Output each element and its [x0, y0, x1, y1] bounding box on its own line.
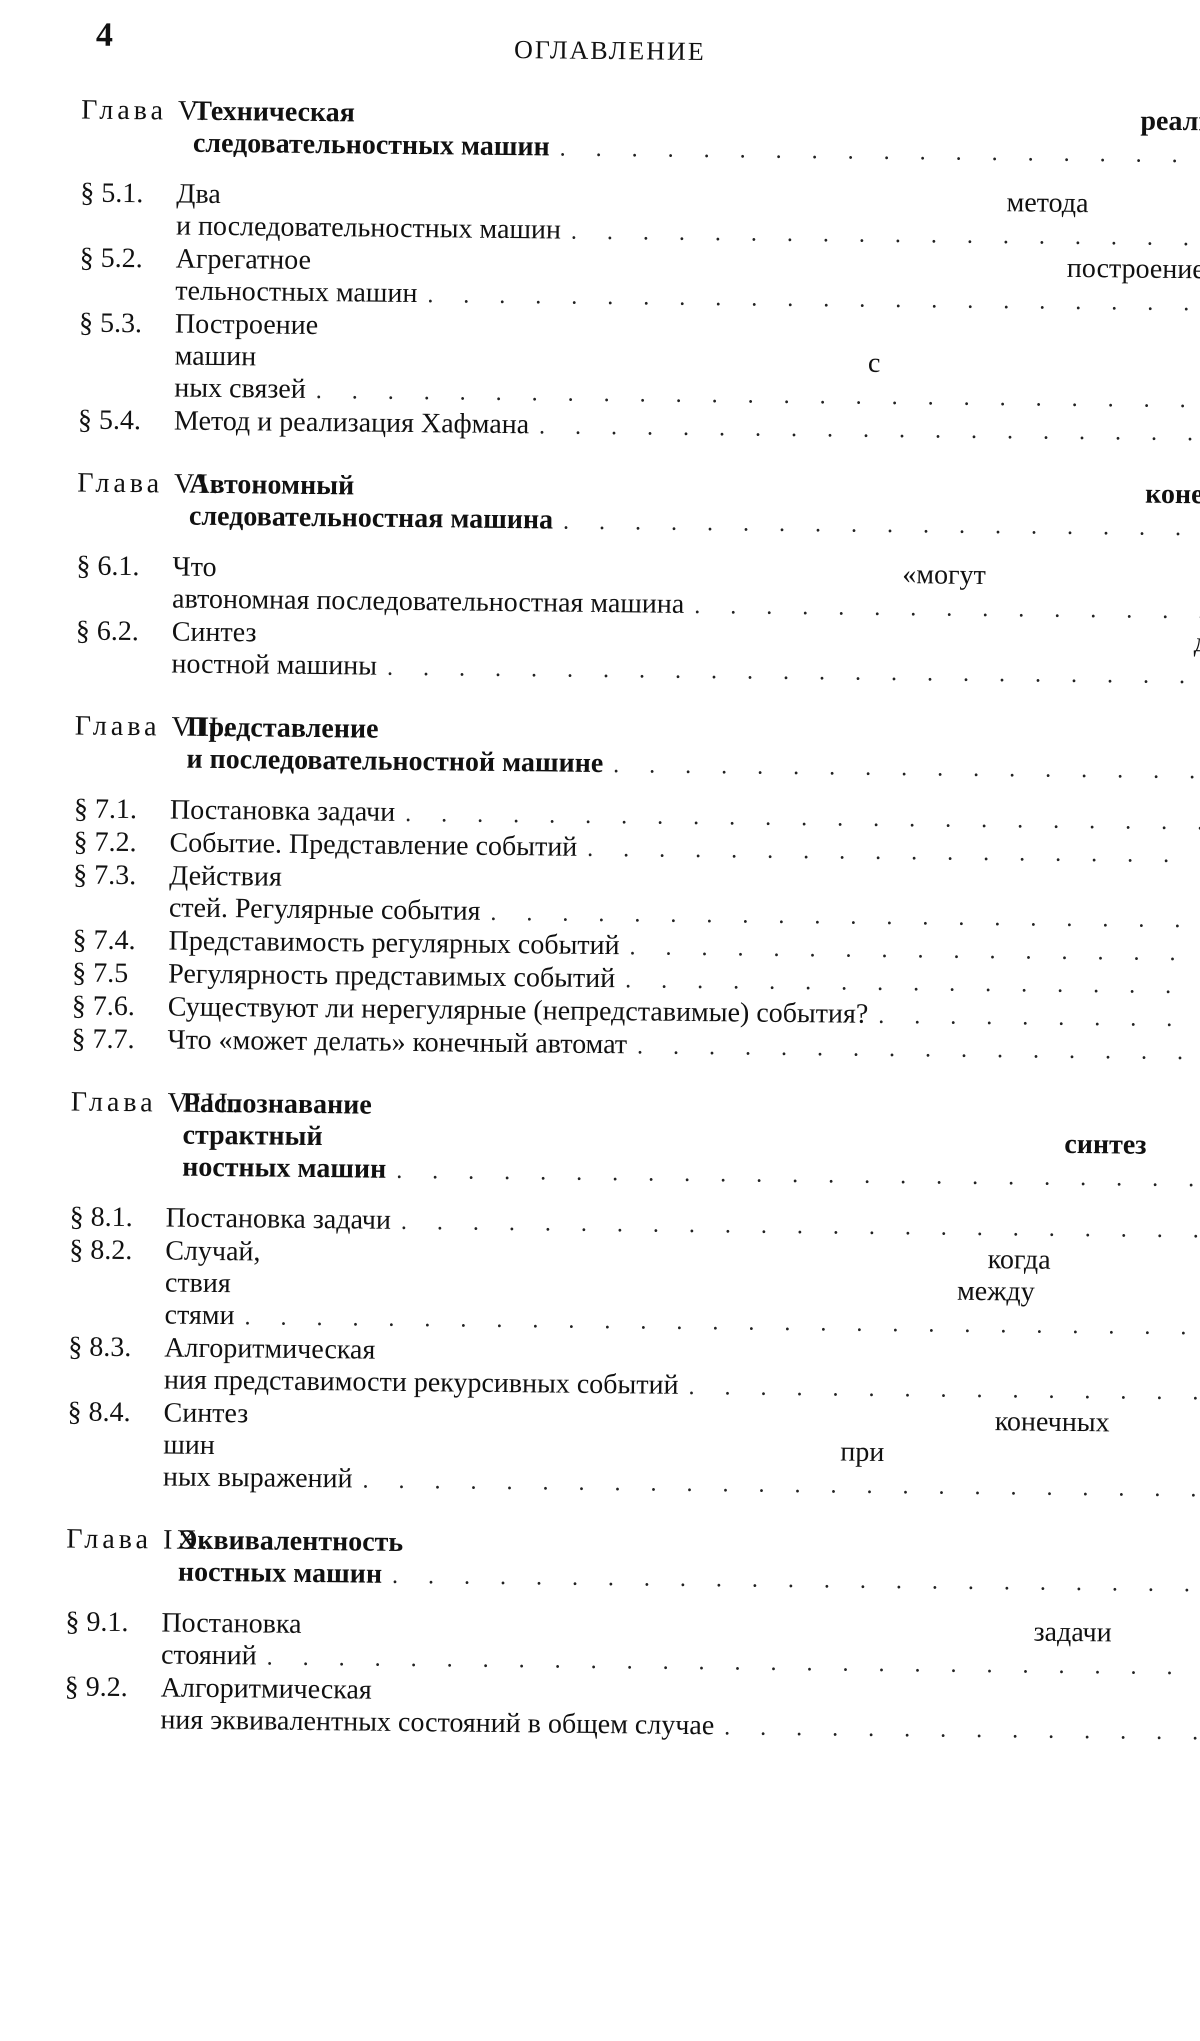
- section-number: § 9.2.: [64, 1671, 161, 1737]
- chapter-heading: [70, 1086, 1161, 1194]
- section-number: § 6.2.: [75, 615, 172, 681]
- section-number: § 7.3.: [73, 859, 170, 925]
- section-title-line: ния эквивалентных состояний в общем случае: [160, 1704, 714, 1742]
- section-title-line: шин при: [163, 1429, 1200, 1507]
- section-entry: [78, 308, 1169, 416]
- section-number: § 7.6.: [72, 990, 168, 1024]
- chapter-block: [71, 710, 1165, 1067]
- section-number: § 8.2.: [68, 1234, 165, 1332]
- section-title-line: Построение: [175, 309, 1200, 386]
- section-number: § 9.1.: [65, 1606, 162, 1672]
- section-entry: [80, 178, 1171, 254]
- section-entry: [79, 243, 1170, 319]
- chapter-title-line: следовательностных машин: [193, 128, 550, 164]
- section-title-line: стей. Регулярные события: [169, 892, 481, 927]
- section-title-line: Синтез конечных: [163, 1397, 1200, 1475]
- section-entry: [65, 1606, 1156, 1682]
- chapter-heading: [77, 467, 1168, 543]
- section-entry: [73, 859, 1164, 935]
- section-title-line: ствия между: [165, 1267, 1200, 1344]
- chapter-title-line: Представление: [187, 712, 1200, 792]
- section-title-line: Постановка задачи: [170, 794, 396, 828]
- section-number: § 8.1.: [69, 1201, 165, 1235]
- section-title-line: стояний: [161, 1639, 257, 1672]
- chapter-title-line: Техническая реализация: [193, 96, 1200, 176]
- section-number: § 5.4.: [78, 405, 174, 439]
- chapter-title-line: следовательностная машина: [189, 501, 553, 537]
- chapter-heading: [81, 95, 1172, 171]
- chapter-title-line: ностных машин: [182, 1152, 386, 1186]
- chapter-heading: [74, 710, 1165, 786]
- section-number: § 7.7.: [71, 1023, 167, 1057]
- section-title-line: Метод и реализация Хафмана: [174, 406, 529, 442]
- chapter-block: [78, 95, 1172, 449]
- section-title-line: Действия: [169, 860, 1200, 939]
- section-entry: [67, 1396, 1158, 1504]
- section-title-line: ния представимости рекурсивных событий: [164, 1364, 679, 1401]
- dot-leader: [724, 1711, 1200, 1786]
- section-title-line: автономная последовательностная машина: [172, 583, 684, 620]
- section-title-line: машин с: [175, 341, 1200, 418]
- section-title-line: Два метода: [176, 179, 1200, 259]
- chapter-title-line: Автономный конечный: [189, 469, 1200, 549]
- section-number: § 8.4.: [67, 1396, 164, 1494]
- section-title-line: Постановка задачи: [161, 1607, 1200, 1684]
- section-title-line: стями: [164, 1299, 234, 1332]
- section-number: § 8.3.: [68, 1331, 165, 1397]
- chapter-title-line: Распознавание: [183, 1088, 1200, 1166]
- chapter-label: Глава IX.: [66, 1523, 179, 1589]
- page-number: 4: [96, 17, 113, 55]
- section-title-line: Случай, когда: [165, 1235, 1200, 1312]
- section-entry: [75, 615, 1166, 691]
- section-title-line: Представимость регулярных событий: [168, 925, 619, 962]
- chapter-block: [67, 1086, 1161, 1504]
- section-entry: [68, 1234, 1159, 1342]
- section-title-line: Алгоритмическая: [164, 1332, 1200, 1413]
- section-entry: [68, 1331, 1159, 1407]
- section-number: § 5.2.: [79, 243, 176, 309]
- chapter-label: Глава VII.: [74, 710, 187, 776]
- section-title-line: Синтез двоичной: [172, 616, 1200, 694]
- section-title-line: Событие. Представление событий: [169, 827, 577, 863]
- chapter-label: Глава V.: [81, 95, 194, 161]
- section-title-line: Агрегатное построение: [176, 244, 1200, 322]
- section-title-line: Что «могут: [172, 552, 1200, 633]
- chapter-block: [75, 467, 1167, 691]
- section-number: § 7.5: [72, 957, 168, 991]
- table-of-contents: [64, 95, 1171, 1748]
- section-number: § 7.1.: [74, 793, 170, 827]
- book-page: [0, 0, 1200, 2000]
- section-entry: [76, 550, 1167, 626]
- section-number: § 5.1.: [80, 178, 177, 244]
- section-number: § 5.3.: [78, 308, 175, 406]
- section-number: § 7.2.: [73, 826, 169, 860]
- chapter-title-line: Эквивалентность: [178, 1525, 1200, 1603]
- section-title-line: Существуют ли нерегулярные (непредставимые) события?: [168, 991, 869, 1030]
- section-title-line: Регулярность представимых событий: [168, 958, 615, 995]
- section-number: § 7.4.: [72, 924, 168, 958]
- section-title-line: Что «может делать» конечный автомат: [167, 1024, 627, 1061]
- section-title-line: ных связей: [174, 373, 306, 406]
- section-title-line: Постановка задачи: [165, 1202, 391, 1236]
- section-entry: [64, 1671, 1155, 1747]
- section-title-line: и последовательностных машин: [176, 211, 561, 247]
- chapter-heading: [66, 1523, 1157, 1599]
- chapter-title-line: и последовательностной машине: [186, 744, 603, 780]
- chapter-label: Глава VI.: [77, 467, 190, 533]
- chapter-block: [64, 1523, 1156, 1747]
- running-title: ОГЛАВЛЕНИЕ: [10, 30, 1200, 73]
- section-title-line: ностной машины: [171, 648, 377, 682]
- section-title-line: тельностных машин: [175, 276, 417, 311]
- section-title-line: ных выражений: [163, 1461, 353, 1495]
- chapter-title-line: страктный синтез: [182, 1120, 1200, 1198]
- chapter-title-line: ностных машин: [178, 1557, 382, 1591]
- section-number: § 6.1.: [76, 550, 173, 616]
- section-title-line: Алгоритмическая: [161, 1672, 1200, 1754]
- chapter-label: Глава VIII.: [70, 1086, 183, 1184]
